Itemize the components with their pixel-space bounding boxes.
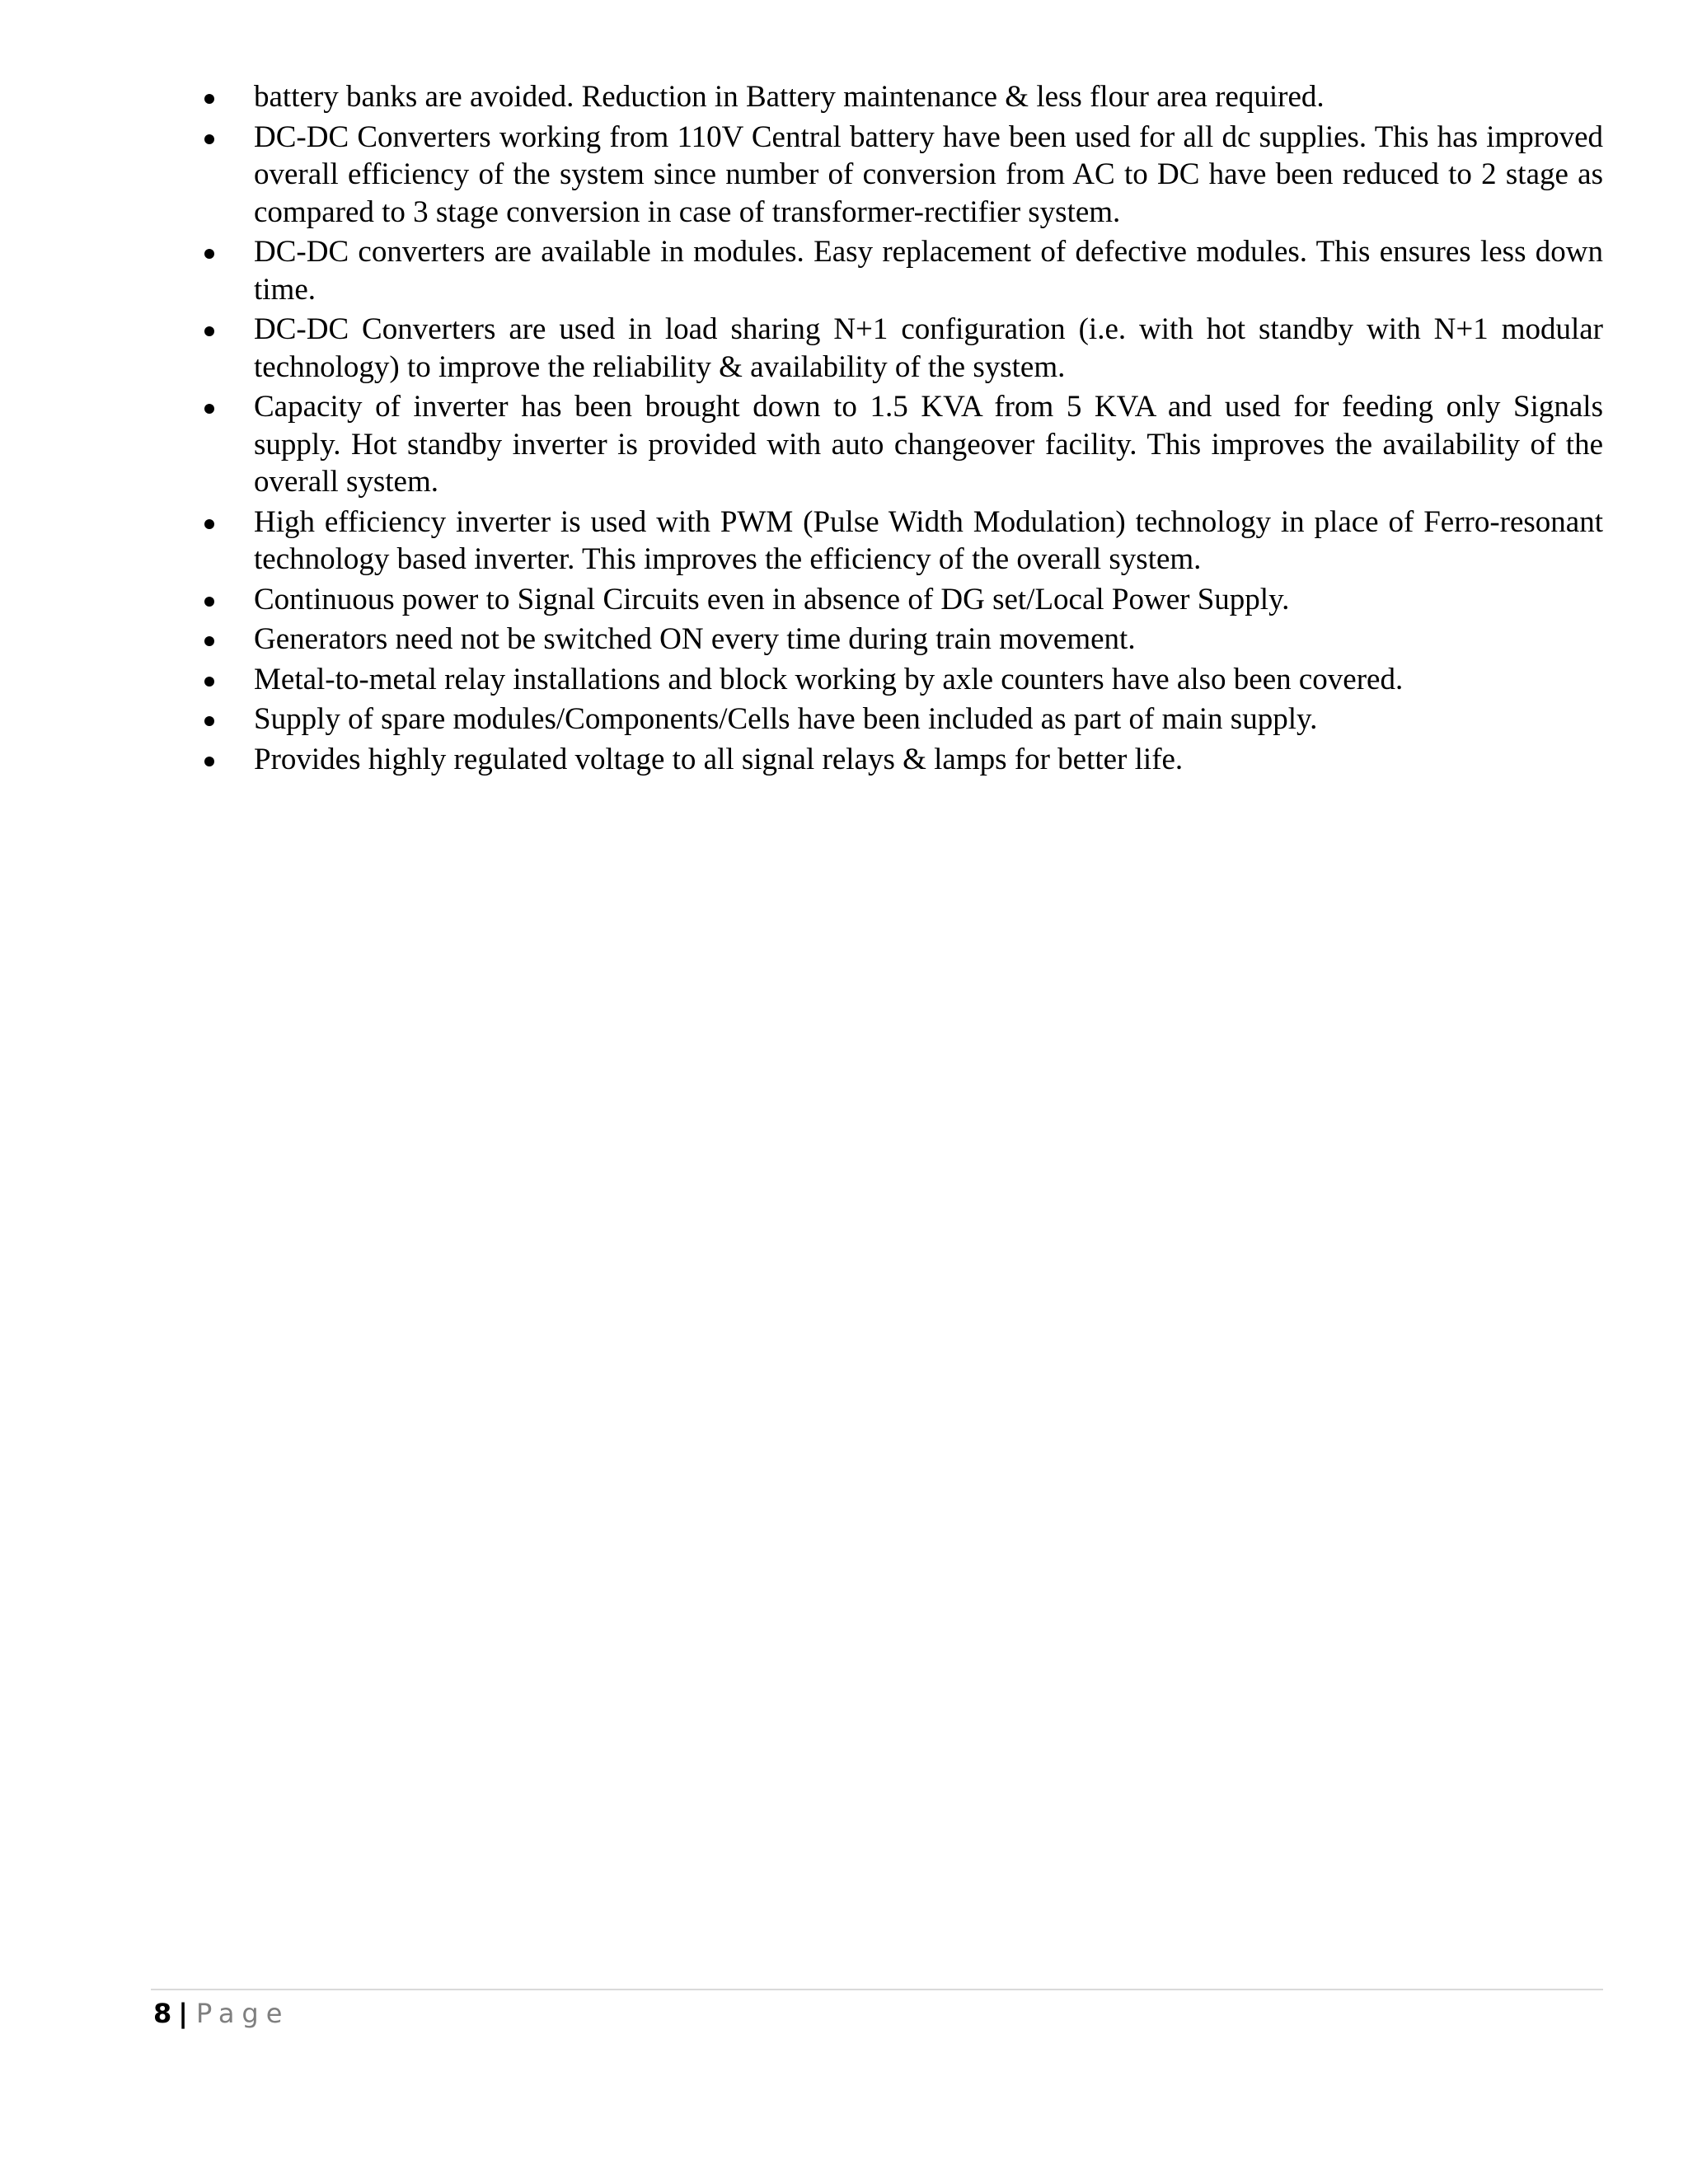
bullet-icon <box>204 757 214 766</box>
list-item <box>204 311 1603 386</box>
bullet-icon <box>204 677 214 687</box>
list-item <box>204 504 1603 579</box>
list-item-text: Metal-to-metal relay installations and block working by axle counters have also been covered. <box>254 662 1404 696</box>
bullet-icon <box>204 636 214 646</box>
list-item <box>204 741 1603 779</box>
bullet-icon <box>204 404 214 414</box>
list-item-text: DC-DC converters are available in modules. Easy replacement of defective modules. This ensures less down time. <box>254 235 1603 307</box>
list-item-text: DC-DC Converters are used in load sharing N+1 configuration (i.e. with hot standby with N+1 modular technology) to improve the reliability & availability of the system. <box>254 312 1603 384</box>
footer-divider <box>151 1989 1603 1990</box>
list-item-text: Generators need not be switched ON every time during train movement. <box>254 622 1136 656</box>
list-item <box>204 701 1603 738</box>
page-label: Page <box>195 1998 290 2029</box>
bullet-icon <box>204 249 214 259</box>
list-item-text: Provides highly regulated voltage to all signal relays & lamps for better life. <box>254 742 1184 776</box>
list-item-text: battery banks are avoided. Reduction in Battery maintenance & less flour area required. <box>254 80 1325 114</box>
page-footer <box>153 1993 289 2034</box>
bullet-icon <box>204 597 214 607</box>
bullet-icon <box>204 94 214 104</box>
list-item <box>204 581 1603 619</box>
list-item-text: High efficiency inverter is used with PWM (Pulse Width Modulation) technology in place of Ferro-resonant technology based inverter. This improves the efficiency of the overall system. <box>254 504 1603 576</box>
document-body <box>204 78 1603 780</box>
list-item <box>204 78 1603 116</box>
list-item <box>204 661 1603 699</box>
list-item <box>204 119 1603 232</box>
list-item-text: Capacity of inverter has been brought down to 1.5 KVA from 5 KVA and used for feeding only Signals supply. Hot standby inverter is provided with auto changeover facility. This improves the availability of the overall system. <box>254 390 1603 499</box>
bullet-icon <box>204 716 214 726</box>
list-item-text: Continuous power to Signal Circuits even in absence of DG set/Local Power Supply. <box>254 582 1290 616</box>
bullet-icon <box>204 519 214 529</box>
list-item-text: DC-DC Converters working from 110V Central battery have been used for all dc supplies. This has improved overall efficiency of the system since number of conversion from AC to DC have been reduced to 2 stage as compared to 3 stage conversion in case of transformer-rectifier system. <box>254 120 1603 229</box>
list-item <box>204 621 1603 658</box>
list-item <box>204 233 1603 308</box>
bullet-icon <box>204 326 214 336</box>
list-item <box>204 388 1603 501</box>
page-separator: | <box>178 1998 188 2029</box>
bullet-icon <box>204 134 214 144</box>
list-item-text: Supply of spare modules/Components/Cells have been included as part of main supply. <box>254 702 1318 736</box>
page-number: 8 <box>153 1998 172 2029</box>
bullet-list <box>204 78 1603 778</box>
